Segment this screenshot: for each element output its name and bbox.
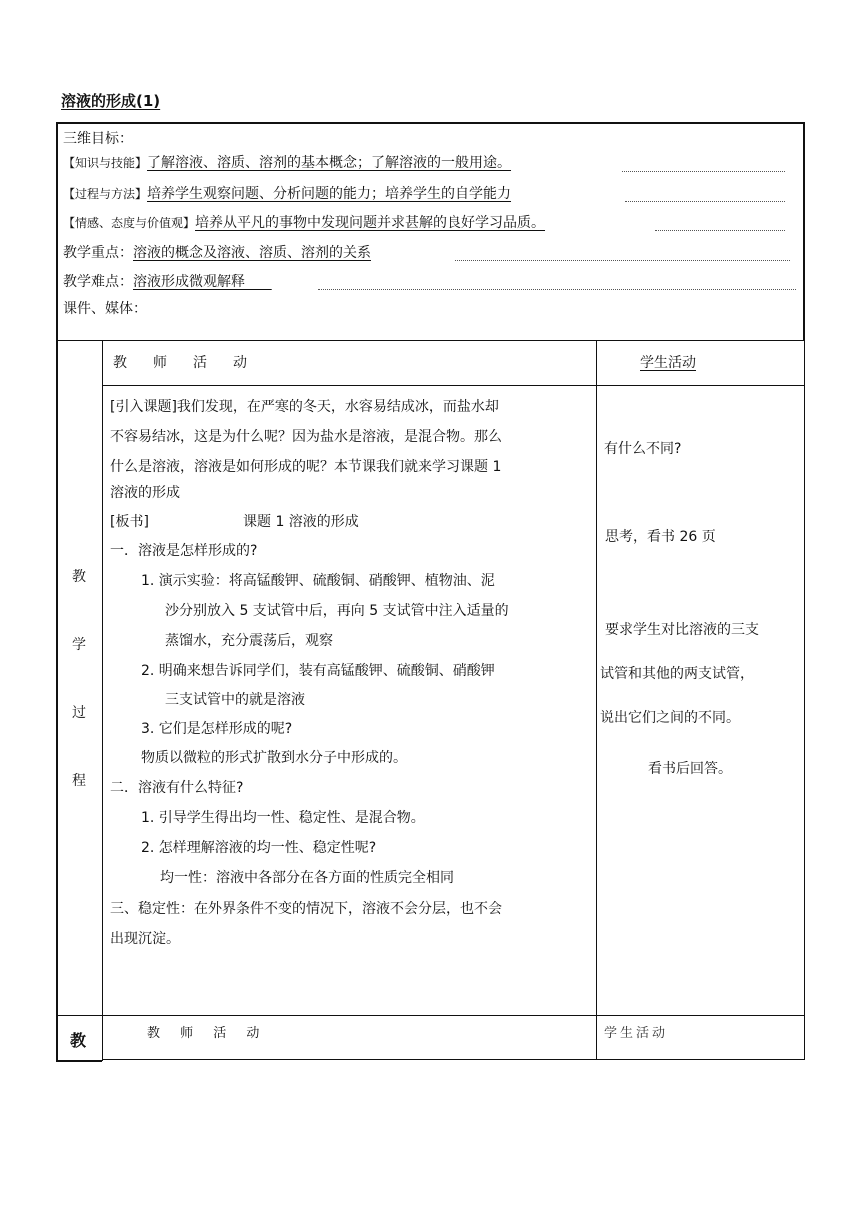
side-char: 过 — [72, 705, 86, 721]
dotted-line — [655, 230, 785, 231]
list-item: 试管和其他的两支试管， — [600, 666, 754, 682]
list-item: 三支试管中的就是溶液 — [165, 692, 305, 708]
process-label: 【过程与方法】 — [63, 187, 148, 201]
list-item: 不容易结冰，这是为什么呢？因为盐水是溶液，是混合物。那么 — [110, 429, 502, 445]
list-item: 1. 演示实验：将高锰酸钾、硫酸铜、硝酸钾、植物油、泥 — [141, 573, 495, 589]
table-border — [596, 340, 597, 1060]
goals-heading: 三维目标： — [63, 131, 133, 147]
list-item: [引入课题]我们发现，在严寒的冬天，水容易结成冰，而盐水却 — [110, 399, 499, 415]
emotion-label: 【情感、态度与价值观】 — [63, 216, 196, 230]
emotion-text: 培养从平凡的事物中发现问题并求甚解的良好学习品质。 — [195, 215, 546, 231]
process-row — [63, 183, 511, 203]
list-item: 有什么不同? — [604, 441, 682, 457]
difficulty-label: 教学难点： — [63, 274, 133, 290]
list-item: 三、稳定性：在外界条件不变的情况下，溶液不会分层，也不会 — [110, 901, 502, 917]
table-border — [56, 340, 58, 1061]
table-border — [102, 340, 103, 1061]
knowledge-text: 了解溶液、溶质、溶剂的基本概念；了解溶液的一般用途。 — [147, 155, 512, 171]
dotted-line — [455, 260, 790, 261]
process-text: 培养学生观察问题、分析问题的能力；培养学生的自学能力 — [147, 186, 512, 202]
list-item: 2. 怎样理解溶液的均一性、稳定性呢? — [141, 840, 377, 856]
side-char: 教 — [70, 1031, 87, 1050]
student-activity-header: 学生活动 — [604, 1026, 669, 1041]
teacher-activity-header: 教 师 活 动 — [147, 1026, 268, 1041]
list-item: 沙分别放入 5 支试管中后，再向 5 支试管中注入适量的 — [165, 603, 509, 619]
difficulty-text: 溶液形成微观解释 — [133, 274, 245, 290]
key-text: 溶液的概念及溶液、溶质、溶剂的关系 — [133, 245, 371, 261]
student-activity-header: 学生活动 — [640, 355, 696, 371]
knowledge-row — [63, 152, 511, 172]
table-border — [804, 340, 805, 1060]
list-item: 均一性：溶液中各部分在各方面的性质完全相同 — [160, 870, 454, 886]
list-item: 3. 它们是怎样形成的呢? — [141, 721, 293, 737]
list-item: 一．溶液是怎样形成的? — [110, 543, 258, 559]
list-item: 看书后回答。 — [648, 761, 732, 777]
list-item: 说出它们之间的不同。 — [600, 710, 740, 726]
key-row — [63, 242, 371, 262]
list-item: 要求学生对比溶液的三支 — [605, 622, 759, 638]
side-char: 程 — [72, 773, 86, 789]
table-border — [56, 1015, 805, 1016]
dotted-line — [625, 201, 785, 202]
list-item: 什么是溶液，溶液是如何形成的呢？本节课我们就来学习课题 1 — [110, 459, 502, 475]
list-item: 二．溶液有什么特征? — [110, 780, 244, 796]
list-item: 2. 明确来想告诉同学们，装有高锰酸钾、硫酸铜、硝酸钾 — [141, 663, 495, 679]
list-item: 出现沉淀。 — [110, 931, 180, 947]
list-item: [板书] — [110, 514, 149, 530]
page-title: 溶液的形成(1) — [61, 92, 161, 110]
list-item: 物质以微粒的形式扩散到水分子中形成的。 — [141, 750, 407, 766]
list-item: 课题 1 溶液的形成 — [243, 514, 359, 530]
knowledge-label: 【知识与技能】 — [63, 156, 148, 170]
list-item: 蒸馏水，充分震荡后，观察 — [165, 633, 333, 649]
emotion-row — [63, 212, 545, 232]
list-item: 1. 引导学生得出均一性、稳定性、是混合物。 — [141, 810, 425, 826]
table-border — [102, 385, 805, 386]
side-char: 学 — [72, 637, 86, 653]
side-char: 教 — [72, 569, 86, 585]
teacher-activity-header: 教师活动 — [113, 355, 273, 371]
key-label: 教学重点： — [63, 245, 133, 261]
dotted-line — [622, 171, 785, 172]
table-border — [56, 1060, 102, 1062]
dotted-line — [318, 289, 796, 290]
list-item: 溶液的形成 — [110, 485, 180, 501]
list-item: 思考，看书 26 页 — [605, 529, 716, 545]
table-border — [102, 1059, 805, 1060]
table-border — [56, 340, 805, 341]
difficulty-row — [63, 271, 272, 291]
media-label: 课件、媒体： — [63, 301, 147, 317]
